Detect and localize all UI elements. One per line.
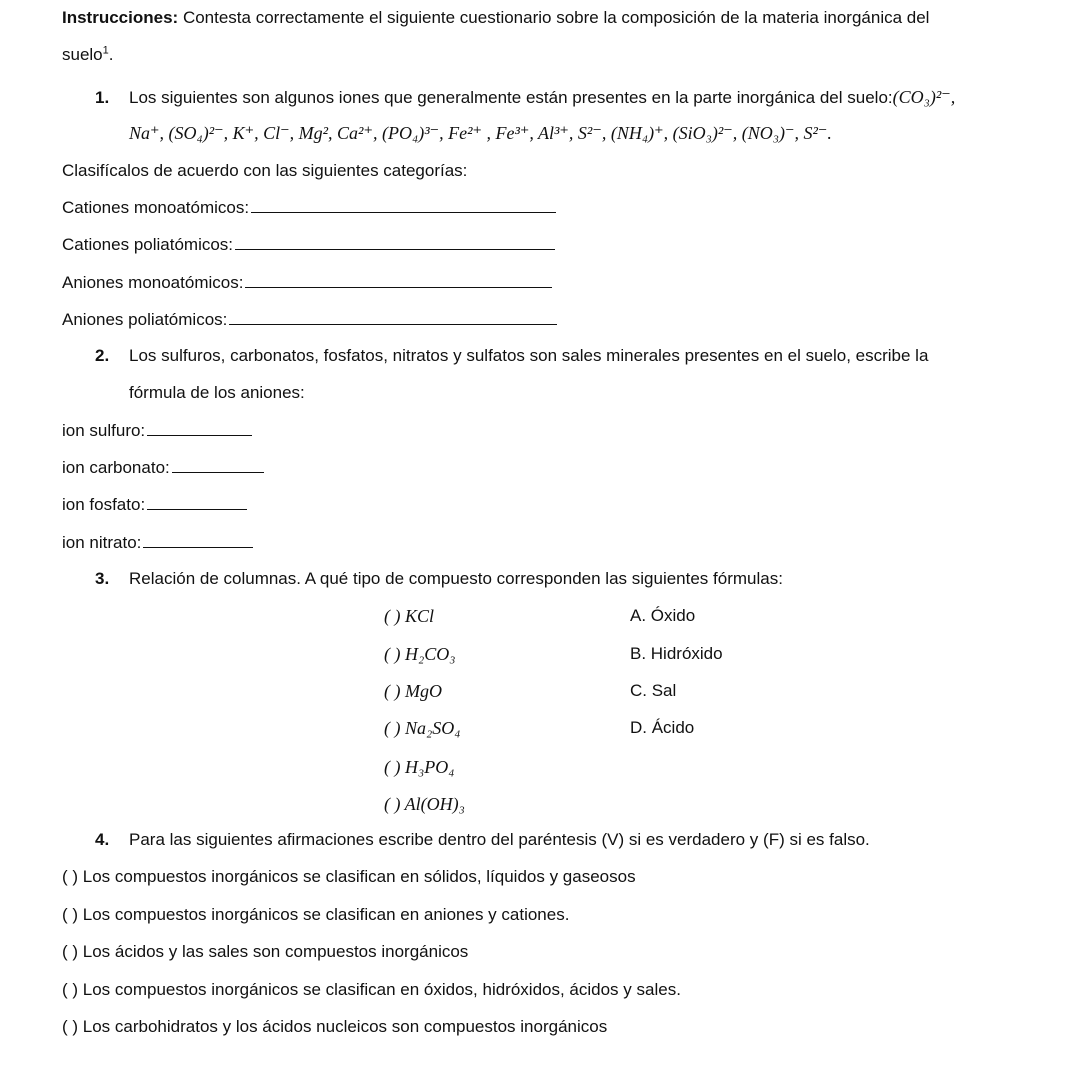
- answer-blank[interactable]: [251, 198, 556, 213]
- q2-text-2: fórmula de los aniones:: [129, 383, 305, 402]
- statement-row: ( ) Los carbohidratos y los ácidos nucleicos son compuestos inorgánicos: [62, 1017, 608, 1036]
- statement-row: ( ) Los compuestos inorgánicos se clasifican en sólidos, líquidos y gaseosos: [62, 867, 636, 886]
- q2-heading: [95, 345, 928, 367]
- category-cationes-mono: [62, 197, 556, 219]
- category-aniones-mono: [62, 272, 552, 294]
- item-label: ion fosfato:: [62, 495, 146, 514]
- instructions-end: .: [108, 45, 114, 64]
- q1-ions-line2: Na⁺, (SO₄)²⁻, K⁺, Cl⁻, Mg², Ca²⁺, (PO₄)³⁻, Fe²⁺ , Fe³⁺, Al³⁺, S²⁻, (NH₄)⁺, (SiO₃)²⁻, (NO₃)⁻, S²⁻.: [129, 123, 832, 143]
- q2-text: Los sulfuros, carbonatos, fosfatos, nitratos y sulfatos son sales minerales presentes en el suelo, escribe la: [129, 346, 929, 365]
- q2-item-carbonato: [62, 457, 264, 479]
- option-acido: D. Ácido: [630, 718, 695, 737]
- q4-number: 4.: [95, 830, 110, 849]
- formula-row: ( ) Na₂SO₄: [384, 718, 461, 738]
- option-oxido: A. Óxido: [630, 606, 696, 625]
- option-hidroxido: B. Hidróxido: [630, 644, 723, 663]
- answer-blank[interactable]: [147, 421, 252, 436]
- q3-text: Relación de columnas. A qué tipo de compuesto corresponden las siguientes fórmulas:: [129, 569, 783, 588]
- instructions-label: Instrucciones:: [62, 8, 179, 27]
- formula-row: ( ) Al(OH)₃: [384, 794, 465, 814]
- instructions-line-2: [62, 44, 114, 66]
- footnote-mark: 1: [102, 44, 109, 57]
- formula-row: ( ) MgO: [384, 681, 442, 701]
- answer-blank[interactable]: [229, 310, 557, 325]
- q2-item-nitrato: [62, 532, 253, 554]
- q4-text: Para las siguientes afirmaciones escribe dentro del paréntesis (V) si es verdadero y (F) si es falso.: [129, 830, 870, 849]
- instructions-line: [62, 7, 929, 29]
- answer-blank[interactable]: [147, 495, 247, 510]
- statement-row: ( ) Los ácidos y las sales son compuestos inorgánicos: [62, 942, 469, 961]
- instructions-text: Contesta correctamente el siguiente cuestionario sobre la composición de la materia inorgánica del: [182, 8, 930, 27]
- item-label: ion nitrato:: [62, 533, 142, 552]
- statement-row: ( ) Los compuestos inorgánicos se clasifican en óxidos, hidróxidos, ácidos y sales.: [62, 980, 681, 999]
- formula-row: ( ) H₂CO₃: [384, 644, 456, 664]
- item-label: ion sulfuro:: [62, 421, 146, 440]
- q1-ions-line1: (CO₃)²⁻,: [892, 87, 956, 107]
- category-cationes-poli: [62, 234, 555, 256]
- instructions-text-2: suelo: [62, 45, 103, 64]
- formula-row: ( ) KCl: [384, 606, 435, 626]
- category-aniones-poli: [62, 309, 557, 331]
- statement-row: ( ) Los compuestos inorgánicos se clasifican en aniones y cationes.: [62, 905, 570, 924]
- q1-number: 1.: [95, 88, 110, 107]
- answer-blank[interactable]: [235, 235, 555, 250]
- formula-row: ( ) H₃PO₄: [384, 757, 455, 777]
- category-label: Cationes poliatómicos:: [62, 235, 234, 254]
- category-label: Aniones poliatómicos:: [62, 310, 228, 329]
- q1-text: Los siguientes son algunos iones que generalmente están presentes en la parte inorgánica del suelo:: [129, 88, 893, 107]
- option-sal: C. Sal: [630, 681, 677, 700]
- answer-blank[interactable]: [143, 533, 253, 548]
- category-label: Cationes monoatómicos:: [62, 198, 250, 217]
- q2-item-sulfuro: [62, 420, 252, 442]
- q4-heading: [95, 829, 870, 851]
- category-label: Aniones monoatómicos:: [62, 273, 244, 292]
- q1-classify: Clasifícalos de acuerdo con las siguientes categorías:: [62, 161, 468, 180]
- q3-number: 3.: [95, 569, 110, 588]
- q3-heading: [95, 568, 783, 590]
- q2-item-fosfato: [62, 494, 247, 516]
- q2-number: 2.: [95, 346, 110, 365]
- q1-heading: [95, 86, 955, 109]
- answer-blank[interactable]: [172, 458, 264, 473]
- answer-blank[interactable]: [245, 273, 552, 288]
- item-label: ion carbonato:: [62, 458, 170, 477]
